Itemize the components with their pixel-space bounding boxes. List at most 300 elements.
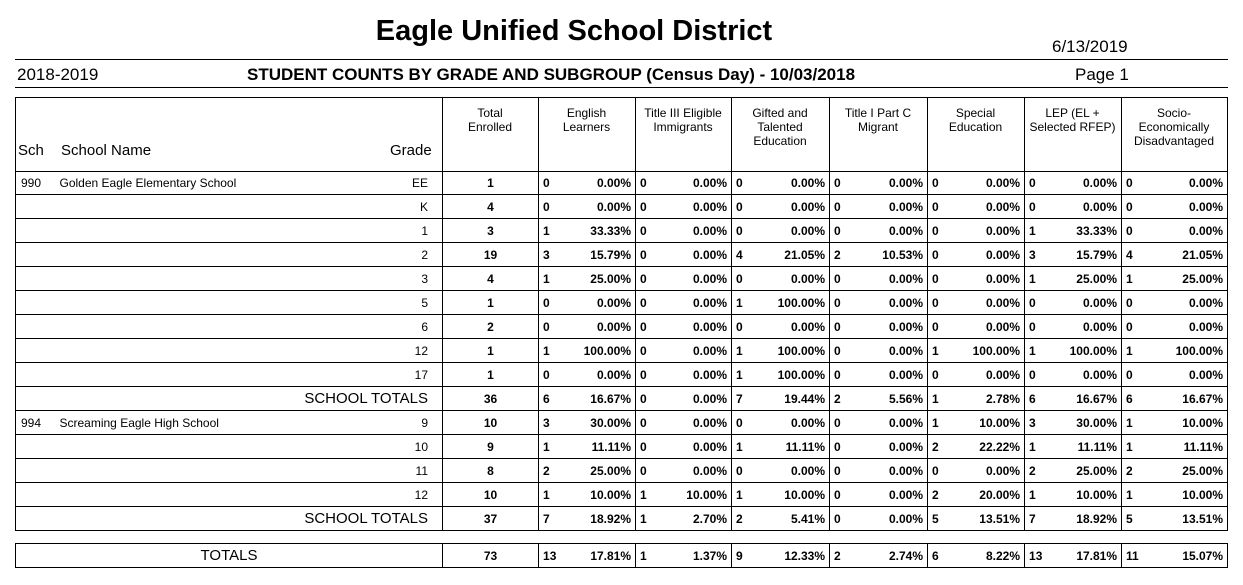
count-cell: 1: [928, 411, 959, 435]
page-number: Page 1: [1075, 65, 1129, 84]
percent-cell: 0.00%: [570, 291, 636, 315]
count-cell: 1: [1122, 411, 1153, 435]
sch-cell: [16, 243, 60, 267]
count-cell: 0: [928, 363, 959, 387]
count-cell: 0: [830, 219, 862, 243]
percent-cell: 0.00%: [1153, 315, 1228, 339]
count-cell: 1: [1025, 483, 1056, 507]
grade-cell: 12: [360, 339, 443, 363]
school-name-cell: Golden Eagle Elementary School: [60, 171, 360, 195]
percent-cell: 0.00%: [959, 267, 1025, 291]
count-cell: 0: [636, 339, 667, 363]
count-cell: 0: [636, 411, 667, 435]
school-total-row: [16, 387, 1228, 411]
percent-cell: 0.00%: [763, 267, 830, 291]
count-cell: 0: [732, 171, 763, 195]
count-cell: 2: [1122, 459, 1153, 483]
sch-cell: [16, 219, 60, 243]
percent-cell: 0.00%: [862, 195, 928, 219]
percent-cell: 10.00%: [570, 483, 636, 507]
sch-cell: 994: [16, 411, 60, 435]
count-cell: 1: [636, 483, 667, 507]
grade-cell: EE: [360, 171, 443, 195]
school-name-cell: [60, 483, 360, 507]
percent-cell: 0.00%: [570, 363, 636, 387]
percent-cell: 0.00%: [763, 411, 830, 435]
header-gifted-talented: Gifted and Talented Education: [752, 106, 808, 148]
table-row: [16, 267, 1228, 291]
count-cell: 0: [830, 363, 862, 387]
percent-cell: 100.00%: [1056, 339, 1122, 363]
count-cell: 1: [636, 507, 667, 531]
count-cell: 0: [1025, 315, 1056, 339]
percent-cell: 0.00%: [667, 171, 732, 195]
percent-cell: 8.22%: [959, 544, 1025, 568]
count-cell: 1: [732, 435, 763, 459]
percent-cell: 0.00%: [1056, 363, 1122, 387]
grand-total-label: TOTALS: [16, 544, 443, 568]
percent-cell: 0.00%: [667, 243, 732, 267]
percent-cell: 0.00%: [862, 435, 928, 459]
percent-cell: 11.11%: [763, 435, 830, 459]
count-cell: 0: [830, 315, 862, 339]
count-cell: 1: [636, 544, 667, 568]
count-cell: 0: [1025, 363, 1056, 387]
percent-cell: 0.00%: [1056, 171, 1122, 195]
percent-cell: 16.67%: [1153, 387, 1228, 411]
percent-cell: 0.00%: [862, 459, 928, 483]
percent-cell: 0.00%: [667, 267, 732, 291]
count-cell: 0: [636, 267, 667, 291]
percent-cell: 15.79%: [1056, 243, 1122, 267]
percent-cell: 10.00%: [763, 483, 830, 507]
percent-cell: 13.51%: [1153, 507, 1228, 531]
count-cell: 1: [1122, 483, 1153, 507]
school-total-row: [16, 507, 1228, 531]
percent-cell: 0.00%: [667, 435, 732, 459]
percent-cell: 5.56%: [862, 387, 928, 411]
percent-cell: 2.70%: [667, 507, 732, 531]
percent-cell: 0.00%: [959, 219, 1025, 243]
percent-cell: 0.00%: [862, 411, 928, 435]
percent-cell: 16.67%: [570, 387, 636, 411]
count-cell: 2: [1025, 459, 1056, 483]
count-cell: 0: [830, 171, 862, 195]
count-cell: 0: [636, 363, 667, 387]
percent-cell: 0.00%: [667, 459, 732, 483]
count-cell: 6: [1025, 387, 1056, 411]
count-cell: 1: [732, 339, 763, 363]
percent-cell: 25.00%: [1153, 267, 1228, 291]
count-cell: 0: [1122, 195, 1153, 219]
district-title: Eagle Unified School District: [375, 15, 773, 47]
subtitle-rule: [15, 87, 1228, 88]
count-cell: 1: [732, 483, 763, 507]
count-cell: 2: [732, 507, 763, 531]
count-cell: 1: [732, 291, 763, 315]
count-cell: 1: [928, 387, 959, 411]
percent-cell: 18.92%: [1056, 507, 1122, 531]
count-cell: 0: [636, 195, 667, 219]
count-cell: 0: [636, 435, 667, 459]
grade-cell: 3: [360, 267, 443, 291]
percent-cell: 0.00%: [959, 291, 1025, 315]
grade-cell: 9: [360, 411, 443, 435]
percent-cell: 30.00%: [570, 411, 636, 435]
percent-cell: 33.33%: [1056, 219, 1122, 243]
grade-cell: 6: [360, 315, 443, 339]
table-row: [16, 195, 1228, 219]
count-cell: 7: [732, 387, 763, 411]
sch-cell: [16, 483, 60, 507]
percent-cell: 100.00%: [763, 363, 830, 387]
count-cell: 0: [732, 411, 763, 435]
count-cell: 0: [830, 411, 862, 435]
percent-cell: 16.67%: [1056, 387, 1122, 411]
sch-cell: [16, 459, 60, 483]
percent-cell: 0.00%: [862, 339, 928, 363]
school-name-cell: [60, 315, 360, 339]
count-cell: 0: [830, 267, 862, 291]
total-cell: 1: [443, 363, 539, 387]
sch-cell: [16, 267, 60, 291]
count-cell: 1: [539, 435, 570, 459]
count-cell: 1: [732, 363, 763, 387]
count-cell: 0: [830, 291, 862, 315]
percent-cell: 0.00%: [1153, 195, 1228, 219]
header-socioeconomic: Socio- Economically Disadvantaged: [1133, 106, 1215, 148]
count-cell: 0: [636, 387, 667, 411]
percent-cell: 0.00%: [1153, 291, 1228, 315]
total-cell: 2: [443, 315, 539, 339]
school-total-label: SCHOOL TOTALS: [60, 507, 443, 531]
percent-cell: 0.00%: [862, 507, 928, 531]
count-cell: 1: [1025, 339, 1056, 363]
percent-cell: 0.00%: [1153, 219, 1228, 243]
count-cell: 1: [1025, 435, 1056, 459]
table-row: [16, 363, 1228, 387]
total-cell: 36: [443, 387, 539, 411]
count-cell: 6: [539, 387, 570, 411]
count-cell: 0: [830, 483, 862, 507]
school-name-cell: [60, 435, 360, 459]
school-name-cell: [60, 243, 360, 267]
school-name-cell: [60, 219, 360, 243]
header-school-name: School Name: [61, 142, 152, 159]
count-cell: 4: [732, 243, 763, 267]
percent-cell: 25.00%: [1153, 459, 1228, 483]
percent-cell: 25.00%: [1056, 267, 1122, 291]
header-title3-immigrants: Title III Eligible Immigrants: [644, 106, 722, 134]
percent-cell: 0.00%: [862, 219, 928, 243]
total-cell: 10: [443, 483, 539, 507]
count-cell: 0: [928, 195, 959, 219]
percent-cell: 15.79%: [570, 243, 636, 267]
school-name-cell: [60, 363, 360, 387]
count-cell: 2: [928, 435, 959, 459]
count-cell: 0: [732, 267, 763, 291]
table-row: [16, 315, 1228, 339]
count-cell: 0: [732, 195, 763, 219]
count-cell: 0: [830, 435, 862, 459]
count-cell: 0: [539, 315, 570, 339]
percent-cell: 0.00%: [667, 339, 732, 363]
count-cell: 0: [732, 315, 763, 339]
report-date: 6/13/2019: [1052, 37, 1128, 56]
count-cell: 0: [928, 219, 959, 243]
school-year: 2018-2019: [17, 65, 99, 84]
total-cell: 10: [443, 411, 539, 435]
percent-cell: 17.81%: [1056, 544, 1122, 568]
count-cell: 0: [1025, 195, 1056, 219]
percent-cell: 0.00%: [959, 195, 1025, 219]
count-cell: 2: [830, 243, 862, 267]
count-cell: 3: [539, 243, 570, 267]
header-total-enrolled: Total Enrolled: [467, 106, 513, 134]
count-cell: 0: [1025, 171, 1056, 195]
table-row: [16, 435, 1228, 459]
percent-cell: 0.00%: [667, 363, 732, 387]
percent-cell: 0.00%: [1056, 195, 1122, 219]
count-cell: 0: [636, 291, 667, 315]
percent-cell: 5.41%: [763, 507, 830, 531]
total-cell: 4: [443, 195, 539, 219]
school-name-cell: [60, 291, 360, 315]
school-name-cell: Screaming Eagle High School: [60, 411, 360, 435]
percent-cell: 21.05%: [763, 243, 830, 267]
percent-cell: 0.00%: [1153, 171, 1228, 195]
percent-cell: 33.33%: [570, 219, 636, 243]
sch-cell: [16, 363, 60, 387]
percent-cell: 0.00%: [763, 195, 830, 219]
count-cell: 2: [928, 483, 959, 507]
count-cell: 1: [539, 339, 570, 363]
percent-cell: 100.00%: [1153, 339, 1228, 363]
header-lep: LEP (EL + Selected RFEP): [1029, 106, 1116, 134]
grand-total-cell: 73: [443, 544, 539, 568]
percent-cell: 13.51%: [959, 507, 1025, 531]
percent-cell: 0.00%: [959, 363, 1025, 387]
percent-cell: 25.00%: [570, 267, 636, 291]
count-cell: 2: [830, 544, 862, 568]
count-cell: 0: [636, 171, 667, 195]
percent-cell: 25.00%: [570, 459, 636, 483]
percent-cell: 100.00%: [959, 339, 1025, 363]
count-cell: 0: [830, 195, 862, 219]
count-cell: 0: [636, 243, 667, 267]
percent-cell: 12.33%: [763, 544, 830, 568]
count-cell: 0: [732, 459, 763, 483]
percent-cell: 0.00%: [862, 267, 928, 291]
percent-cell: 0.00%: [667, 195, 732, 219]
percent-cell: 10.00%: [959, 411, 1025, 435]
percent-cell: 30.00%: [1056, 411, 1122, 435]
count-cell: 3: [539, 411, 570, 435]
school-name-cell: [60, 459, 360, 483]
report-subtitle: STUDENT COUNTS BY GRADE AND SUBGROUP (Census Day) - 10/03/2018: [247, 65, 856, 84]
count-cell: 1: [1122, 267, 1153, 291]
sch-cell: [16, 195, 60, 219]
percent-cell: 0.00%: [570, 315, 636, 339]
count-cell: 1: [1025, 267, 1056, 291]
count-cell: 0: [830, 459, 862, 483]
count-cell: 0: [928, 267, 959, 291]
percent-cell: 100.00%: [570, 339, 636, 363]
count-cell: 0: [1025, 291, 1056, 315]
count-cell: 5: [1122, 507, 1153, 531]
school-name-cell: [60, 267, 360, 291]
total-cell: 1: [443, 291, 539, 315]
school-name-cell: [60, 195, 360, 219]
count-cell: 0: [539, 195, 570, 219]
count-cell: 4: [1122, 243, 1153, 267]
total-cell: 37: [443, 507, 539, 531]
percent-cell: 10.00%: [667, 483, 732, 507]
table-row: [16, 483, 1228, 507]
percent-cell: 21.05%: [1153, 243, 1228, 267]
sch-cell: [16, 291, 60, 315]
count-cell: 0: [928, 243, 959, 267]
title-rule: [15, 59, 1228, 60]
count-cell: 0: [636, 315, 667, 339]
percent-cell: 0.00%: [862, 483, 928, 507]
table-row: [16, 243, 1228, 267]
total-cell: 8: [443, 459, 539, 483]
grade-cell: 1: [360, 219, 443, 243]
count-cell: 0: [1122, 315, 1153, 339]
percent-cell: 25.00%: [1056, 459, 1122, 483]
count-cell: 1: [539, 267, 570, 291]
count-cell: 0: [539, 171, 570, 195]
sch-cell: [16, 435, 60, 459]
percent-cell: 0.00%: [763, 171, 830, 195]
header-grade: Grade: [390, 142, 432, 159]
sch-cell: [16, 315, 60, 339]
percent-cell: 0.00%: [570, 195, 636, 219]
total-cell: 9: [443, 435, 539, 459]
grade-cell: 17: [360, 363, 443, 387]
count-cell: 7: [539, 507, 570, 531]
count-cell: 0: [830, 339, 862, 363]
percent-cell: 0.00%: [959, 315, 1025, 339]
count-cell: 3: [1025, 411, 1056, 435]
count-cell: 2: [539, 459, 570, 483]
percent-cell: 0.00%: [862, 315, 928, 339]
percent-cell: 11.11%: [570, 435, 636, 459]
count-cell: 0: [928, 315, 959, 339]
percent-cell: 100.00%: [763, 339, 830, 363]
count-cell: 1: [1025, 219, 1056, 243]
grade-cell: 5: [360, 291, 443, 315]
count-cell: 0: [928, 291, 959, 315]
percent-cell: 11.11%: [1056, 435, 1122, 459]
count-cell: 0: [539, 291, 570, 315]
percent-cell: 0.00%: [959, 171, 1025, 195]
count-cell: 5: [928, 507, 959, 531]
percent-cell: 0.00%: [667, 219, 732, 243]
count-cell: 0: [1122, 171, 1153, 195]
percent-cell: 0.00%: [862, 363, 928, 387]
percent-cell: 17.81%: [570, 544, 636, 568]
count-cell: 0: [636, 459, 667, 483]
header-title1-migrant: Title I Part C Migrant: [844, 106, 912, 134]
count-cell: 0: [732, 219, 763, 243]
sch-cell: [16, 339, 60, 363]
header-english-learners: English Learners: [562, 106, 611, 134]
percent-cell: 100.00%: [763, 291, 830, 315]
percent-cell: 0.00%: [862, 171, 928, 195]
percent-cell: 0.00%: [1153, 363, 1228, 387]
count-cell: 0: [830, 507, 862, 531]
table-row: [16, 291, 1228, 315]
percent-cell: 18.92%: [570, 507, 636, 531]
percent-cell: 0.00%: [570, 171, 636, 195]
count-cell: 7: [1025, 507, 1056, 531]
grade-cell: 10: [360, 435, 443, 459]
percent-cell: 0.00%: [1056, 315, 1122, 339]
percent-cell: 0.00%: [667, 387, 732, 411]
column-header: [15, 97, 1228, 172]
percent-cell: 0.00%: [862, 291, 928, 315]
percent-cell: 10.53%: [862, 243, 928, 267]
percent-cell: 15.07%: [1153, 544, 1228, 568]
percent-cell: 0.00%: [667, 411, 732, 435]
count-cell: 0: [928, 459, 959, 483]
table-row: [16, 171, 1228, 195]
table-row: [16, 219, 1228, 243]
percent-cell: 11.11%: [1153, 435, 1228, 459]
table-row: [16, 411, 1228, 435]
count-cell: 6: [1122, 387, 1153, 411]
sch-cell: [16, 387, 60, 411]
count-cell: 11: [1122, 544, 1153, 568]
sch-cell: [16, 507, 60, 531]
total-cell: 1: [443, 171, 539, 195]
count-cell: 0: [1122, 363, 1153, 387]
count-cell: 6: [928, 544, 959, 568]
percent-cell: 0.00%: [667, 291, 732, 315]
percent-cell: 20.00%: [959, 483, 1025, 507]
sch-cell: 990: [16, 171, 60, 195]
percent-cell: 10.00%: [1153, 483, 1228, 507]
count-cell: 1: [928, 339, 959, 363]
header-sch: Sch: [18, 142, 44, 159]
count-cell: 0: [636, 219, 667, 243]
count-cell: 0: [539, 363, 570, 387]
percent-cell: 0.00%: [763, 315, 830, 339]
percent-cell: 10.00%: [1056, 483, 1122, 507]
grand-total-row: [16, 544, 1228, 568]
percent-cell: 0.00%: [959, 243, 1025, 267]
percent-cell: 0.00%: [667, 315, 732, 339]
header-special-education: Special Education: [948, 106, 1003, 134]
percent-cell: 0.00%: [763, 459, 830, 483]
total-cell: 1: [443, 339, 539, 363]
percent-cell: 1.37%: [667, 544, 732, 568]
total-cell: 19: [443, 243, 539, 267]
count-cell: 2: [830, 387, 862, 411]
count-cell: 0: [1122, 291, 1153, 315]
percent-cell: 2.78%: [959, 387, 1025, 411]
count-cell: 0: [928, 171, 959, 195]
percent-cell: 22.22%: [959, 435, 1025, 459]
count-cell: 1: [1122, 435, 1153, 459]
percent-cell: 10.00%: [1153, 411, 1228, 435]
count-cell: 13: [539, 544, 570, 568]
percent-cell: 0.00%: [959, 459, 1025, 483]
count-cell: 1: [539, 483, 570, 507]
enrollment-table: [15, 171, 1228, 531]
